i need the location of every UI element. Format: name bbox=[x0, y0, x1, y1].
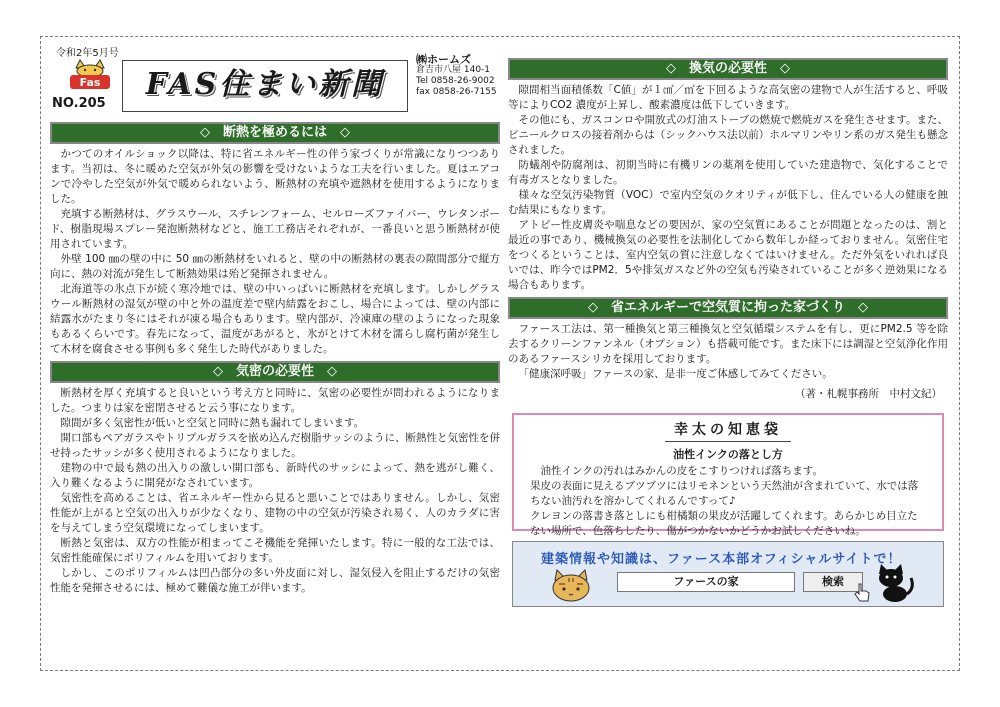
right-column bbox=[508, 44, 948, 664]
masthead bbox=[50, 44, 500, 118]
section-body-energy bbox=[508, 322, 948, 382]
section-body-insulation bbox=[50, 147, 500, 357]
paragraph: 防蟻剤や防腐剤は、初期当時に有機リンの薬剤を使用していた建造物で、気化することで有毒ガスとなりました。 bbox=[508, 159, 948, 186]
paragraph: 建物の中で最も熱の出入りの激しい開口部も、新時代のサッシによって、熱を逃がし難く、入り難くなるように開発がなされています。 bbox=[50, 462, 500, 489]
issue-number: NO.205 bbox=[52, 96, 106, 111]
logo-text: Fas bbox=[79, 76, 101, 89]
search-input[interactable]: ファースの家 bbox=[617, 572, 795, 592]
fas-cat-logo-icon bbox=[68, 58, 112, 90]
issue-date: 令和2年5月号 bbox=[56, 48, 119, 59]
company-name: ㈱ホームズ bbox=[416, 53, 471, 66]
banner-text: 建築情報や知識は、ファース本部オフィシャルサイトで！ bbox=[541, 552, 902, 567]
paragraph: アトピー性皮膚炎や喘息などの要因が、家の空気質にあることが問題となったのは、割と最近の事であり、機械換気の必要性を法制化してから数年しか経っておりません。気密住宅をつくるということは、室内空気の質に注意しなくてはいけません。ただ外気をいれれば良いでは、昨今ではPM2．5や排気ガスなど外の空気も汚染されていることが多く逆効果になる場合もあります。 bbox=[508, 219, 948, 291]
tips-title: 幸太の知恵袋 bbox=[665, 419, 791, 442]
company-address: 倉吉市八屋 140-1 bbox=[416, 65, 491, 75]
pointer-hand-icon bbox=[853, 582, 871, 602]
paragraph: 断熱と気密は、双方の性能が相まってこそ機能を発揮いたします。特に一般的な工法では、気密性能確保にポリフィルムを用いております。 bbox=[50, 537, 500, 564]
tips-line: 油性インクの汚れはみかんの皮をこすりつければ落ちます。 bbox=[540, 465, 823, 477]
official-site-banner[interactable] bbox=[512, 541, 944, 607]
tips-line: クレヨンの落書き落としにも柑橘類の果皮が活躍してくれます。あらかじめ目立たない場所で、色落ちしたり、傷がつかないかどうかお試しくださいね。 bbox=[530, 510, 918, 537]
section-heading-insulation: ◇ 断熱を極めるには ◇ bbox=[50, 122, 500, 144]
paragraph: 外壁 100 ㎜の壁の中に 50 ㎜の断熱材をいれると、壁の中の断熱材の裏表の隙間部分で縦方向に、熱の対流が発生して断熱効果は殆ど発揮されません。 bbox=[50, 253, 500, 280]
paragraph: 様々な空気汚染物質（VOC）で室内空気のクオリティが低下し、住んでいる人の健康を蝕む結果にもなります。 bbox=[508, 189, 948, 216]
paragraph: 断熱材を厚く充填すると良いという考え方と同時に、気密の必要性が問われるようになりました。つまりは家を密閉させると云う事になります。 bbox=[50, 387, 500, 414]
author-signature: （著・札幌事務所 中村文紀） bbox=[795, 388, 942, 400]
company-tel: Tel 0858-26-9002 bbox=[416, 76, 495, 86]
cat-mascot-icon bbox=[547, 566, 595, 604]
black-cat-icon bbox=[873, 560, 917, 604]
company-fax: fax 0858-26-7155 bbox=[416, 87, 497, 97]
section-heading-energy: ◇ 省エネルギーで空気質に拘った家づくり ◇ bbox=[508, 297, 948, 319]
paragraph: かつてのオイルショック以降は、特に省エネルギー性の伴う家づくりが常識になりつつあります。当初は、冬に暖めた空気が外気の影響を受けないような工夫を行いました。夏はエアコンで冷やした空気が外気で暖められないよう、断熱材の充填や遮熱材を使用するようになりました。 bbox=[50, 148, 500, 205]
section-body-airtight bbox=[50, 386, 500, 596]
paragraph: 開口部もペアガラスやトリプルガラスを嵌め込んだ樹脂サッシのように、断熱性と気密性を併せ持ったサッシが多く使用されるようになりました。 bbox=[50, 432, 500, 459]
tips-line: 果皮の表面に見えるブツブツにはリモネンという天然油が含まれていて、水では落ちない油汚れを溶かしてくれるんですって♪ bbox=[530, 480, 919, 507]
tips-subtitle: 油性インクの落とし方 bbox=[673, 448, 783, 461]
paragraph: 北海道等の氷点下が続く寒冷地では、壁の中いっぱいに断熱材を充填します。しかしグラスウール断熱材の湿気が壁の中と外の温度差で壁内結露をおこし、場合によっては、壁の内部に結露水がたまり冬にはそれが凍る場合もあります。壁内部が、冷凍庫の壁のようになった現象もあるくらいです。春先になって、温度があがると、氷がとけて木材を濡らし腐朽菌が発生して木材を腐食させる事例も多く発生した時代がありました。 bbox=[50, 283, 500, 355]
paragraph: その他にも、ガスコンロや開放式の灯油ストーブの燃焼で燃焼ガスを発生させます。また、ビニールクロスの接着剤からは（シックハウス法以前）ホルマリンやリン系のガス発生も懸念されました。 bbox=[508, 114, 948, 156]
tips-body bbox=[530, 464, 926, 539]
paragraph: ファース工法は、第一種換気と第三種換気と空気循環システムを有し、更にPM2.5 等を除去するクリーンファンネル（オプション）も搭載可能です。また床下には調湿と空気浄化作用のあるファースシリカを採用しております。 bbox=[508, 323, 948, 365]
section-heading-ventilation: ◇ 換気の必要性 ◇ bbox=[508, 58, 948, 80]
left-column bbox=[50, 44, 500, 664]
newspaper-title: FAS住まい新聞 bbox=[122, 60, 408, 112]
paragraph: 気密性を高めることは、省エネルギー性から見ると悪いことではありません。しかし、気密性能が上がると空気の出入りが少なくなり、建物の中の空気が汚染され易く、人のカラダに害を与えてしまう空気環境になってしまいます。 bbox=[50, 492, 500, 534]
paragraph: しかし、このポリフィルムは凹凸部分の多い外皮面に対し、湿気侵入を阻止するだけの気密性能を発揮させるには、極めて難儀な施工が伴います。 bbox=[50, 567, 500, 594]
company-info bbox=[416, 54, 497, 98]
paragraph: 「健康深呼吸」ファースの家、是非一度ご体感してみてください。 bbox=[518, 368, 833, 380]
paragraph: 隙間が多く気密性が低いと空気と同時に熱も漏れてしまいます。 bbox=[60, 417, 365, 429]
paragraph: 隙間相当面積係数「C値」が１㎠／㎡を下回るような高気密の建物で人が生活すると、呼吸等によりCO2 濃度が上昇し、酸素濃度は低下していきます。 bbox=[508, 84, 948, 111]
search-button[interactable]: 検索 bbox=[803, 572, 863, 592]
section-heading-airtight: ◇ 気密の必要性 ◇ bbox=[50, 361, 500, 383]
tips-box bbox=[512, 413, 944, 537]
section-body-ventilation bbox=[508, 83, 948, 293]
paragraph: 充填する断熱材は、グラスウール、スチレンフォーム、セルローズファイバー、ウレタンボード、樹脂現場スプレー発泡断熱材などと、施工工務店それぞれが、一番良いと思う断熱材が使用されています。 bbox=[50, 208, 500, 250]
